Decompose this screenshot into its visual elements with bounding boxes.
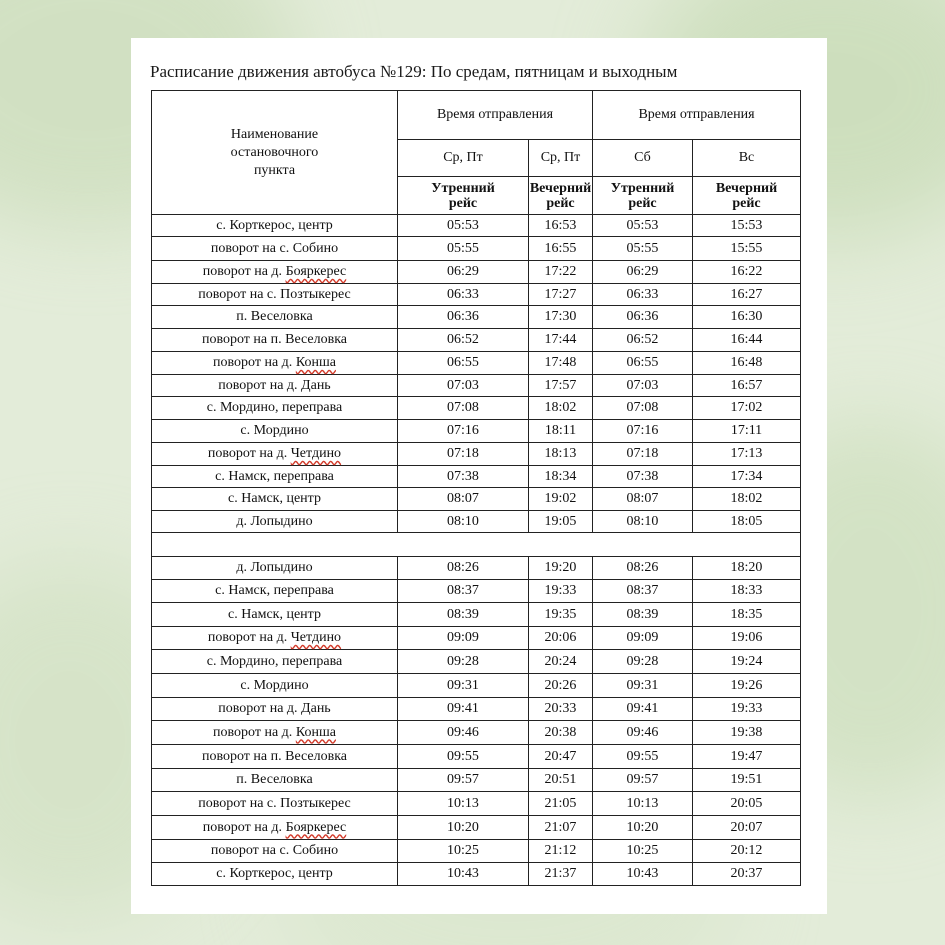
trip-label <box>693 177 801 215</box>
time-cell: 20:26 <box>529 674 593 698</box>
time-cell: 15:53 <box>693 215 801 237</box>
time-cell: 19:02 <box>529 488 593 511</box>
stop-name-misspelled: Конша <box>295 355 336 370</box>
time-cell: 08:07 <box>398 488 529 511</box>
time-cell: 16:53 <box>529 215 593 237</box>
stop-name <box>152 488 398 511</box>
stop-name-text: поворот на д. <box>207 630 291 645</box>
time-cell: 05:53 <box>398 215 529 237</box>
time-cell: 10:20 <box>398 816 529 840</box>
time-cell: 09:55 <box>593 745 693 769</box>
trip-label <box>529 177 593 215</box>
time-cell: 20:06 <box>529 627 593 650</box>
trip-label-line: рейс <box>546 195 575 211</box>
stop-name-text: п. Веселовка <box>236 309 313 324</box>
time-cell: 07:08 <box>593 397 693 420</box>
stop-name-text: с. Мордино <box>240 423 309 438</box>
time-cell: 08:26 <box>398 557 529 580</box>
day-label: Ср, Пт <box>398 140 529 177</box>
time-cell: 19:35 <box>529 603 593 627</box>
time-cell: 05:55 <box>398 237 529 261</box>
stop-name-text: с. Корткерос, центр <box>216 866 333 881</box>
stop-name-misspelled: Четдино <box>290 446 342 461</box>
stop-name <box>152 375 398 397</box>
time-cell: 08:26 <box>593 557 693 580</box>
table-row <box>152 745 801 769</box>
stop-name-text: поворот на п. Веселовка <box>201 748 348 764</box>
time-cell: 17:48 <box>529 352 593 375</box>
time-cell: 09:46 <box>398 721 529 745</box>
time-cell: 08:07 <box>593 488 693 511</box>
stop-name <box>152 627 398 650</box>
table-row <box>152 261 801 284</box>
time-cell: 09:57 <box>398 769 529 792</box>
stop-name <box>152 745 398 769</box>
stop-name-text: с. Намск, переправа <box>215 468 334 484</box>
time-cell: 19:47 <box>693 745 801 769</box>
stop-name-header-line: Наименование <box>230 126 319 142</box>
forward-trips <box>152 215 801 533</box>
schedule-document <box>131 38 827 914</box>
stop-name <box>152 792 398 816</box>
time-cell: 21:07 <box>529 816 593 840</box>
time-cell: 08:39 <box>593 603 693 627</box>
trip-label-line: рейс <box>732 195 761 211</box>
table-row <box>152 284 801 306</box>
time-cell: 17:44 <box>529 329 593 352</box>
time-cell: 09:46 <box>593 721 693 745</box>
stop-name-text: с. Мордино, переправа <box>206 653 343 669</box>
stop-name <box>152 863 398 886</box>
time-cell: 09:31 <box>398 674 529 698</box>
time-cell: 10:25 <box>593 840 693 863</box>
stop-name <box>152 420 398 443</box>
stop-name <box>152 329 398 352</box>
time-cell: 07:38 <box>593 466 693 488</box>
time-cell: 19:51 <box>693 769 801 792</box>
time-cell: 19:24 <box>693 650 801 674</box>
time-cell: 09:28 <box>593 650 693 674</box>
stop-name <box>152 557 398 580</box>
table-row <box>152 375 801 397</box>
time-cell: 19:33 <box>693 698 801 721</box>
time-cell: 17:13 <box>693 443 801 466</box>
time-cell: 19:06 <box>693 627 801 650</box>
time-cell: 19:33 <box>529 580 593 603</box>
stop-name-text: поворот на с. Собино <box>210 240 339 256</box>
time-cell: 18:02 <box>529 397 593 420</box>
stop-name-text: д. Лопыдино <box>236 560 313 575</box>
table-row <box>152 603 801 627</box>
stop-name-text: п. Веселовка <box>236 772 313 787</box>
time-cell: 18:11 <box>529 420 593 443</box>
stop-name <box>152 650 398 674</box>
stop-name-misspelled: Четдино <box>290 630 342 645</box>
table-row <box>152 580 801 603</box>
stop-name-text: с. Корткерос, центр <box>216 217 333 233</box>
trip-label <box>593 177 693 215</box>
time-cell: 18:20 <box>693 557 801 580</box>
time-cell: 17:22 <box>529 261 593 284</box>
time-cell: 18:13 <box>529 443 593 466</box>
table-row <box>152 306 801 329</box>
stop-name-header-line: пункта <box>253 162 296 178</box>
departure-time-header: Время отправления <box>593 91 801 140</box>
table-row <box>152 511 801 533</box>
time-cell: 16:44 <box>693 329 801 352</box>
stop-name-text: поворот на с. Позтыкерес <box>198 286 351 302</box>
time-cell: 06:33 <box>593 284 693 306</box>
departure-time-header: Время отправления <box>398 91 593 140</box>
stop-name <box>152 511 398 533</box>
separator-cell <box>152 533 801 557</box>
stop-name-header <box>152 91 398 215</box>
stop-name <box>152 215 398 237</box>
time-cell: 05:55 <box>593 237 693 261</box>
time-cell: 15:55 <box>693 237 801 261</box>
stop-name-misspelled: Конша <box>295 724 336 740</box>
time-cell: 09:41 <box>398 698 529 721</box>
time-cell: 08:10 <box>593 511 693 533</box>
stop-name <box>152 721 398 745</box>
time-cell: 20:12 <box>693 840 801 863</box>
time-cell: 05:53 <box>593 215 693 237</box>
stop-name <box>152 284 398 306</box>
time-cell: 16:55 <box>529 237 593 261</box>
stop-name-text: поворот на д. Дань <box>218 377 331 393</box>
time-cell: 10:43 <box>398 863 529 886</box>
table-row <box>152 352 801 375</box>
time-cell: 20:33 <box>529 698 593 721</box>
stop-name-text: с. Мордино, переправа <box>206 400 343 415</box>
time-cell: 19:05 <box>529 511 593 533</box>
time-cell: 09:09 <box>398 627 529 650</box>
return-trips <box>152 557 801 886</box>
trip-label-line: Утренний <box>431 180 495 196</box>
time-cell: 19:26 <box>693 674 801 698</box>
time-cell: 07:18 <box>398 443 529 466</box>
stop-name-text: поворот на д. <box>213 724 296 740</box>
time-cell: 06:55 <box>398 352 529 375</box>
trip-label-line: рейс <box>628 195 657 211</box>
time-cell: 09:41 <box>593 698 693 721</box>
stop-name <box>152 397 398 420</box>
time-cell: 17:34 <box>693 466 801 488</box>
time-cell: 20:24 <box>529 650 593 674</box>
time-cell: 10:25 <box>398 840 529 863</box>
trip-label-line: Утренний <box>610 180 675 196</box>
table-row <box>152 721 801 745</box>
stop-name-text: поворот на п. Веселовка <box>201 332 348 347</box>
stop-name <box>152 466 398 488</box>
document-title: Расписание движения автобуса №129: По средам, пятницам и выходным <box>150 62 678 81</box>
stop-name <box>152 603 398 627</box>
table-row <box>152 698 801 721</box>
time-cell: 18:34 <box>529 466 593 488</box>
time-cell: 07:03 <box>398 375 529 397</box>
time-cell: 21:12 <box>529 840 593 863</box>
table-row <box>152 443 801 466</box>
separator-row <box>152 533 801 557</box>
table-row <box>152 816 801 840</box>
trip-label-line: Вечерний <box>529 180 592 196</box>
time-cell: 20:38 <box>529 721 593 745</box>
stop-name-text: поворот на д. Дань <box>218 701 331 716</box>
stop-name <box>152 840 398 863</box>
stop-name-text: поворот на д. <box>207 446 291 461</box>
time-cell: 18:33 <box>693 580 801 603</box>
time-cell: 10:43 <box>593 863 693 886</box>
time-cell: 06:29 <box>593 261 693 284</box>
time-cell: 17:57 <box>529 375 593 397</box>
time-cell: 06:52 <box>398 329 529 352</box>
time-cell: 16:27 <box>693 284 801 306</box>
stop-name <box>152 698 398 721</box>
time-cell: 07:16 <box>398 420 529 443</box>
time-cell: 10:20 <box>593 816 693 840</box>
time-cell: 20:07 <box>693 816 801 840</box>
time-cell: 17:11 <box>693 420 801 443</box>
stop-name-text: поворот на д. <box>202 264 286 279</box>
time-cell: 09:31 <box>593 674 693 698</box>
stop-name <box>152 443 398 466</box>
stop-name <box>152 352 398 375</box>
table-row <box>152 627 801 650</box>
table-row <box>152 792 801 816</box>
time-cell: 17:30 <box>529 306 593 329</box>
stop-name-text: поворот на с. Позтыкерес <box>198 795 351 811</box>
stop-name-text: д. Лопыдино <box>236 513 313 529</box>
table-row <box>152 215 801 237</box>
time-cell: 08:39 <box>398 603 529 627</box>
time-cell: 09:57 <box>593 769 693 792</box>
table-row <box>152 674 801 698</box>
time-cell: 10:13 <box>398 792 529 816</box>
time-cell: 07:16 <box>593 420 693 443</box>
time-cell: 09:28 <box>398 650 529 674</box>
time-cell: 08:37 <box>593 580 693 603</box>
time-cell: 16:22 <box>693 261 801 284</box>
stop-name-text: поворот на с. Собино <box>210 843 339 858</box>
stop-name <box>152 816 398 840</box>
day-label: Вс <box>693 140 801 177</box>
stop-name-text: поворот на д. <box>213 355 296 370</box>
time-cell: 18:05 <box>693 511 801 533</box>
day-label: Ср, Пт <box>529 140 593 177</box>
stop-name <box>152 306 398 329</box>
time-cell: 08:37 <box>398 580 529 603</box>
schedule-table <box>151 90 801 886</box>
table-row <box>152 840 801 863</box>
stop-name-text: с. Намск, переправа <box>215 583 334 598</box>
stop-name <box>152 769 398 792</box>
time-cell: 17:02 <box>693 397 801 420</box>
time-cell: 16:57 <box>693 375 801 397</box>
stop-name-misspelled: Бояркерес <box>285 264 347 279</box>
time-cell: 20:47 <box>529 745 593 769</box>
table-row <box>152 557 801 580</box>
table-row <box>152 769 801 792</box>
time-cell: 17:27 <box>529 284 593 306</box>
table-row <box>152 650 801 674</box>
time-cell: 07:38 <box>398 466 529 488</box>
time-cell: 06:29 <box>398 261 529 284</box>
table-row <box>152 329 801 352</box>
stop-name-text: поворот на д. <box>202 819 286 835</box>
trip-label-line: Вечерний <box>715 180 778 196</box>
time-cell: 20:05 <box>693 792 801 816</box>
stop-name <box>152 261 398 284</box>
separator-section <box>152 533 801 557</box>
time-cell: 21:37 <box>529 863 593 886</box>
time-cell: 21:05 <box>529 792 593 816</box>
stop-name <box>152 580 398 603</box>
time-cell: 19:20 <box>529 557 593 580</box>
table-row <box>152 397 801 420</box>
time-cell: 07:08 <box>398 397 529 420</box>
table-row <box>152 488 801 511</box>
time-cell: 18:35 <box>693 603 801 627</box>
stop-name <box>152 674 398 698</box>
table-row <box>152 863 801 886</box>
time-cell: 06:33 <box>398 284 529 306</box>
trip-label <box>398 177 529 215</box>
trip-label-line: рейс <box>448 195 478 211</box>
time-cell: 07:03 <box>593 375 693 397</box>
stop-name-text: с. Намск, центр <box>228 491 321 506</box>
time-cell: 10:13 <box>593 792 693 816</box>
time-cell: 06:52 <box>593 329 693 352</box>
time-cell: 18:02 <box>693 488 801 511</box>
time-cell: 19:38 <box>693 721 801 745</box>
time-cell: 09:55 <box>398 745 529 769</box>
time-cell: 20:37 <box>693 863 801 886</box>
stop-name-text: с. Мордино <box>240 677 309 693</box>
time-cell: 20:51 <box>529 769 593 792</box>
table-row <box>152 420 801 443</box>
day-label: Сб <box>593 140 693 177</box>
stop-name-header-line: остановочного <box>230 144 319 160</box>
time-cell: 09:09 <box>593 627 693 650</box>
time-cell: 06:36 <box>593 306 693 329</box>
stop-name-text: с. Намск, центр <box>228 606 321 622</box>
time-cell: 08:10 <box>398 511 529 533</box>
time-cell: 07:18 <box>593 443 693 466</box>
table-row <box>152 237 801 261</box>
time-cell: 06:36 <box>398 306 529 329</box>
table-row <box>152 466 801 488</box>
stop-name-misspelled: Бояркерес <box>285 819 347 835</box>
time-cell: 16:30 <box>693 306 801 329</box>
time-cell: 16:48 <box>693 352 801 375</box>
time-cell: 06:55 <box>593 352 693 375</box>
stop-name <box>152 237 398 261</box>
